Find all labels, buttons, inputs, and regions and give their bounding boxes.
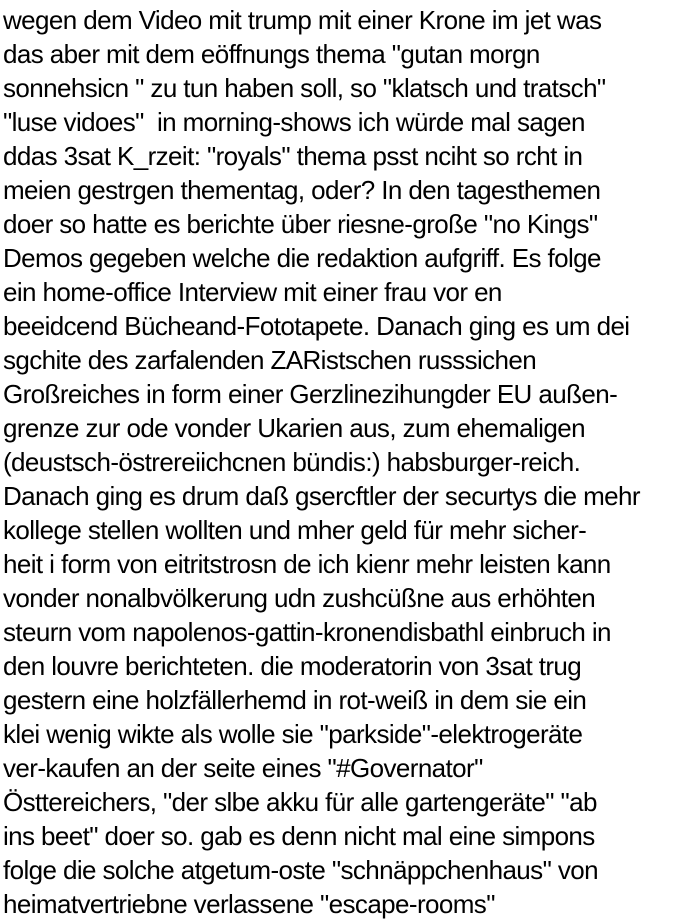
text-line: heit i form von eitritstrosn de ich kienr mehr leisten kann [3,549,611,579]
text-line: Danach ging es drum daß gsercftler der securtys die mehr [3,481,640,511]
text-content [3,3,684,920]
text-line: "luse vidoes" in morning-shows ich würde mal sagen [3,107,585,137]
text-line: ins beet" doer so. gab es denn nicht mal eine simpons [3,821,595,851]
text-line: meien gestrgen thementag, oder? In den tagesthemen [3,175,601,205]
text-line: sonnehsicn " zu tun haben soll, so "klatsch und tratsch" [3,73,606,103]
text-line: gestern eine holzfällerhemd in rot-weiß in dem sie ein [3,685,587,715]
text-line: doer so hatte es berichte über riesne-große "no Kings" [3,209,598,239]
text-line: Demos gegeben welche die redaktion aufgriff. Es folge [3,243,601,273]
text-line: folge die solche atgetum-oste "schnäppchenhaus" von [3,855,598,885]
text-line: klei wenig wikte als wolle sie "parkside"-elektrogeräte [3,719,583,749]
text-line: wegen dem Video mit trump mit einer Krone im jet was [3,5,602,35]
text-line: heimatvertriebne verlassene "escape-rooms" [3,889,495,919]
text-line: das aber mit dem eöffnungs thema "gutan morgn [3,39,540,69]
text-line: sgchite des zarfalenden ZARistschen russsichen [3,345,537,375]
text-line: ver-kaufen an der seite eines "#Governator" [3,753,483,783]
text-line: Östtereichers, "der slbe akku für alle gartengeräte" "ab [3,787,597,817]
text-line: vonder nonalbvölkerung udn zushcüßne aus erhöhten [3,583,596,613]
text-line: den louvre berichteten. die moderatorin von 3sat trug [3,651,582,681]
text-line: kollege stellen wollten und mher geld für mehr sicher- [3,515,587,545]
text-line: (deustsch-östrereiichcnen bündis:) habsburger-reich. [3,447,581,477]
text-line: grenze zur ode vonder Ukarien aus, zum ehemaligen [3,413,585,443]
text-line: steurn vom napolenos-gattin-kronendisbathl einbruch in [3,617,611,647]
text-line: ddas 3sat K_rzeit: "royals" thema psst nciht so rcht in [3,141,583,171]
text-line: beeidcend Bücheand-Fototapete. Danach ging es um dei [3,311,630,341]
text-line: ein home-office Interview mit einer frau vor en [3,277,502,307]
text-line: Großreiches in form einer Gerzlinezihungder EU außen- [3,379,618,409]
